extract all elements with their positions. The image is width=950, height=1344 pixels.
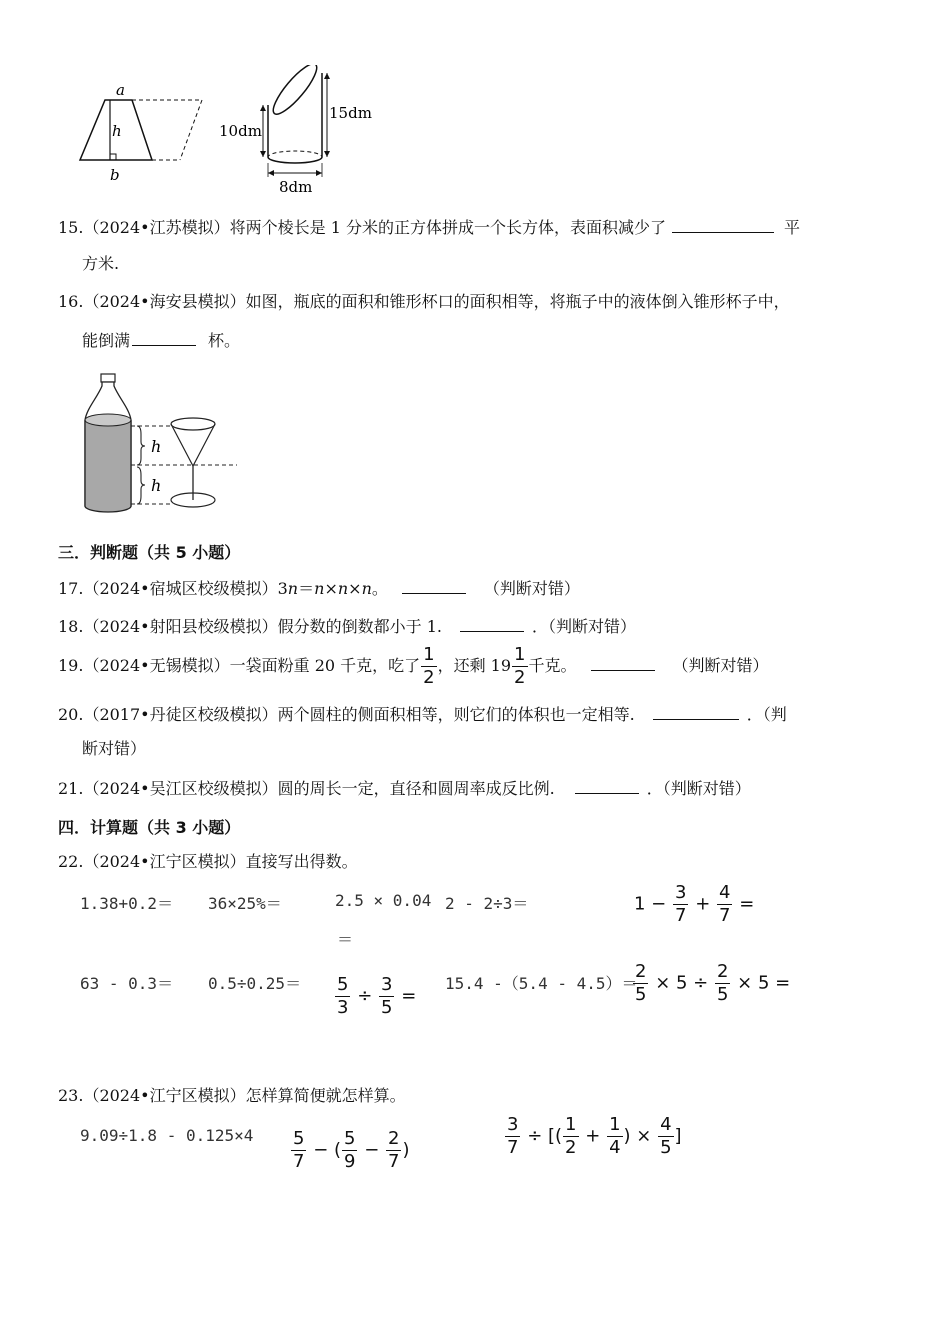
question-20 (58, 703, 787, 725)
q16-prefix: 能倒满 (82, 331, 131, 350)
question-17 (58, 577, 580, 599)
q20-answer-blank[interactable] (653, 703, 739, 720)
q17-times: × (348, 579, 362, 598)
section-3-heading: 三．判断题（共 5 小题） (58, 543, 241, 562)
q22-calc-2: 36×25%＝ (208, 894, 282, 913)
q22-calc-3: 2.5 × 0.04 (335, 891, 432, 910)
q16-suffix: 杯。 (208, 331, 241, 350)
q17-eq: ＝ (298, 579, 315, 598)
label-b: b (110, 166, 120, 184)
q18-judge: ．（判断对错） (531, 617, 636, 636)
q22-calc-1: 1.38+0.2＝ (80, 894, 174, 913)
q22-calc-5: 1 − $\frac{3}{7}$ + $\frac{4}{7}$ = (634, 882, 755, 926)
q17-judge: （判断对错） (483, 579, 580, 598)
q16-line1: 16.（2024•海安县模拟）如图，瓶底的面积和锥形杯口的面积相等，将瓶子中的液体倒入锥形杯子中， (58, 292, 790, 311)
q22-calc-6: 63 - 0.3＝ (80, 974, 174, 993)
q23-title: 23.（2024•江宁区模拟）怎样算简便就怎样算。 (58, 1086, 406, 1105)
q15-tail: 平 (783, 218, 800, 237)
q18-text: 18.（2024•射阳县校级模拟）假分数的倒数都小于 1. (58, 617, 442, 636)
q20-text: 20.（2017•丹徒区校级模拟）两个圆柱的侧面积相等，则它们的体积也一定相等. (58, 705, 635, 724)
q21-judge: ．（判断对错） (646, 779, 751, 798)
q18-answer-blank[interactable] (460, 615, 524, 632)
q23-expr-3: $\frac{3}{7}$ ÷ [( $\frac{1}{2}$ + $\frac{1}{4}$ ) × $\frac{4}{5}$ ] (507, 1114, 682, 1158)
q17-var: n (314, 579, 325, 598)
q20-line2: 断对错） (82, 739, 147, 758)
q19-prefix: 19.（2024•无锡模拟）一袋面粉重 20 千克，吃了 (58, 656, 421, 675)
q19-mid: ，还剩 19 (437, 656, 512, 675)
label-h: h (112, 122, 122, 140)
q17-var: n (287, 579, 299, 598)
question-16-line2 (82, 329, 240, 351)
q17-times: × (324, 579, 338, 598)
q21-answer-blank[interactable] (575, 777, 639, 794)
question-15 (58, 216, 800, 238)
q19-judge: （判断对错） (672, 656, 769, 675)
q22-calc-7: 0.5÷0.25＝ (208, 974, 302, 993)
q15-line2: 方米. (82, 254, 120, 273)
q21-text: 21.（2024•吴江区校级模拟）圆的周长一定，直径和圆周率成反比例. (58, 779, 555, 798)
q17-var: n (337, 579, 349, 598)
trapezoid-figure (70, 78, 210, 188)
q22-calc-3-eq: ＝ (337, 930, 354, 949)
q22-calc-9: 15.4 -（5.4 - 4.5）＝ (445, 974, 638, 993)
bottle-h-upper: h (151, 437, 162, 456)
q17-prefix: 17.（2024•宿城区校级模拟）3 (58, 579, 288, 598)
q17-answer-blank[interactable] (402, 577, 466, 594)
label-15dm: 15dm (329, 104, 372, 122)
q16-answer-blank[interactable] (132, 329, 196, 346)
section-4-heading: 四．计算题（共 3 小题） (58, 818, 241, 837)
q19-fraction-left: $\frac{1}{2}$ (514, 644, 526, 688)
q20-tail: ．（判 (746, 705, 787, 724)
question-19 (58, 646, 769, 687)
cut-cylinder-figure (215, 65, 375, 197)
q15-text: 15.（2024•江苏模拟）将两个棱长是 1 分米的正方体拼成一个长方体，表面积减少了 (58, 218, 666, 237)
q22-title: 22.（2024•江宁区模拟）直接写出得数。 (58, 852, 358, 871)
q23-expr-1: 9.09÷1.8 - 0.125×4 (80, 1126, 254, 1145)
q19-answer-blank[interactable] (591, 654, 655, 671)
label-8dm: 8dm (279, 178, 313, 196)
q15-answer-blank[interactable] (672, 216, 774, 233)
bottle-cone-figure (75, 368, 250, 516)
label-10dm: 10dm (219, 122, 262, 140)
question-21 (58, 777, 751, 799)
q17-var: n (361, 579, 372, 598)
q22-calc-4: 2 - 2÷3＝ (445, 894, 529, 913)
q19-fraction-eaten: $\frac{1}{2}$ (423, 644, 435, 688)
q22-calc-8: $\frac{5}{3}$ ÷ $\frac{3}{5}$ = (337, 974, 417, 1018)
label-a: a (116, 81, 125, 99)
q17-end: 。 (371, 579, 388, 598)
bottle-h-lower: h (151, 476, 162, 495)
q19-post: 千克。 (528, 656, 577, 675)
q22-calc-10: $\frac{2}{5}$ × 5 ÷ $\frac{2}{5}$ × 5 = (635, 961, 791, 1005)
question-18 (58, 615, 636, 637)
q23-expr-2: $\frac{5}{7}$ − ( $\frac{5}{9}$ − $\frac{2}{7}$ ) (293, 1128, 410, 1172)
